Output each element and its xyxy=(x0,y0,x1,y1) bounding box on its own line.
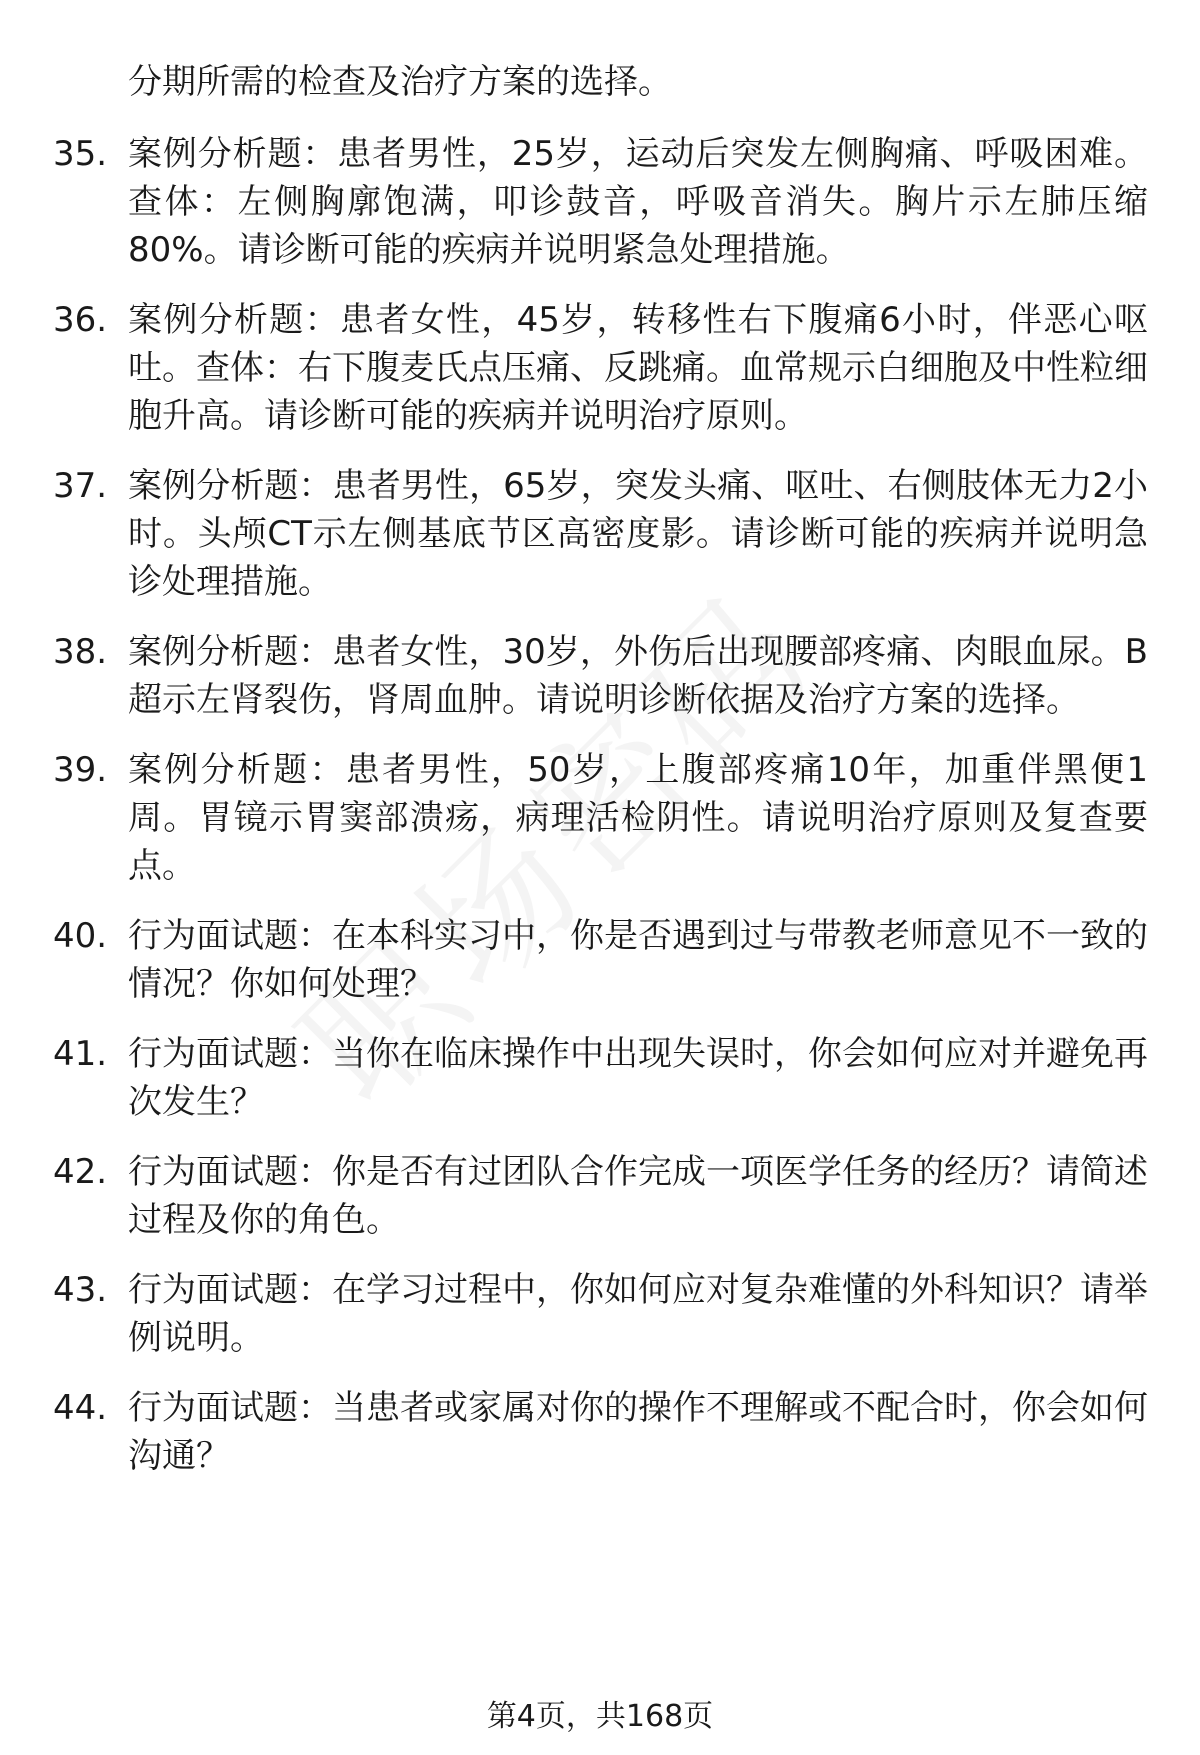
question-text: 行为面试题：你是否有过团队合作完成一项医学任务的经历？请简述过程及你的角色。 xyxy=(128,1152,1148,1240)
question-number: 37. xyxy=(53,466,108,506)
question-number: 40. xyxy=(53,916,108,956)
question-text: 案例分析题：患者女性，30岁，外伤后出现腰部疼痛、肉眼血尿。B超示左肾裂伤，肾周血肿。请说明诊断依据及治疗方案的选择。 xyxy=(128,632,1148,720)
page-footer: 第4页，共168页 xyxy=(486,1699,714,1734)
question-number: 41. xyxy=(53,1034,108,1074)
question-number: 43. xyxy=(53,1270,108,1310)
question-list xyxy=(0,130,1200,1502)
question-text: 案例分析题：患者男性，50岁，上腹部疼痛10年，加重伴黑便1周。胃镜示胃窦部溃疡，病理活检阴性。请说明治疗原则及复查要点。 xyxy=(128,750,1148,886)
question-number: 38. xyxy=(53,632,108,672)
question-text: 案例分析题：患者男性，65岁，突发头痛、呕吐、右侧肢体无力2小时。头颅CT示左侧基底节区高密度影。请诊断可能的疾病并说明急诊处理措施。 xyxy=(128,466,1148,602)
question-item xyxy=(0,912,1200,1008)
question-number: 39. xyxy=(53,750,108,790)
question-text: 案例分析题：患者男性，25岁，运动后突发左侧胸痛、呼吸困难。查体：左侧胸廓饱满，叩诊鼓音，呼吸音消失。胸片示左肺压缩80%。请诊断可能的疾病并说明紧急处理措施。 xyxy=(128,134,1148,270)
question-number: 42. xyxy=(53,1152,108,1192)
question-item xyxy=(0,1384,1200,1480)
question-item xyxy=(0,296,1200,440)
question-item xyxy=(0,1148,1200,1244)
question-text: 行为面试题：当你在临床操作中出现失误时，你会如何应对并避免再次发生？ xyxy=(128,1034,1148,1122)
question-text: 行为面试题：在本科实习中，你是否遇到过与带教老师意见不一致的情况？你如何处理？ xyxy=(128,916,1148,1004)
question-item xyxy=(0,1266,1200,1362)
question-item xyxy=(0,746,1200,890)
question-text: 行为面试题：在学习过程中，你如何应对复杂难懂的外科知识？请举例说明。 xyxy=(128,1270,1148,1358)
continuation-text: 分期所需的检查及治疗方案的选择。 xyxy=(128,62,672,102)
question-item xyxy=(0,1030,1200,1126)
question-text: 行为面试题：当患者或家属对你的操作不理解或不配合时，你会如何沟通？ xyxy=(128,1388,1148,1476)
question-number: 35. xyxy=(53,134,108,174)
question-number: 44. xyxy=(53,1388,108,1428)
question-number: 36. xyxy=(53,300,108,340)
question-text: 案例分析题：患者女性，45岁，转移性右下腹痛6小时，伴恶心呕吐。查体：右下腹麦氏点压痛、反跳痛。血常规示白细胞及中性粒细胞升高。请诊断可能的疾病并说明治疗原则。 xyxy=(128,300,1148,436)
question-item xyxy=(0,462,1200,606)
question-item xyxy=(0,628,1200,724)
question-item xyxy=(0,130,1200,274)
